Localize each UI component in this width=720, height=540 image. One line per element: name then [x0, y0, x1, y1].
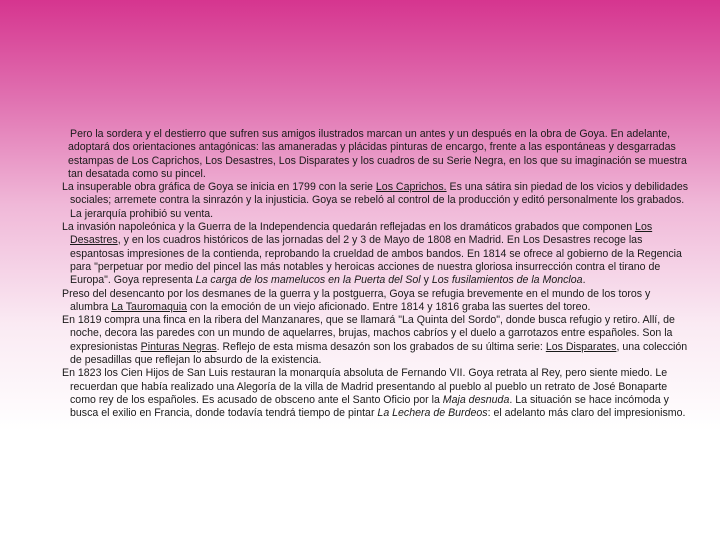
hyperlink[interactable]: Los Caprichos.: [375, 181, 447, 194]
text-run: , y en los cuadros históricos de las jornadas del 2 y 3 de Mayo de 1808 en Madrid. En Los Desastres recoge las espantosas impresiones de la contienda, reprobando la crueldad de ambos bandos. En 1814 se ofrece al gobierno de la Regencia para "perpetuar por medio del pincel las más notables y heroicas acciones de nuestra gloriosa insurrección contra el tirano de Europa". Goya representa: [70, 234, 682, 287]
text-run: La invasión napoleónica y la Guerra de la Independencia quedarán reflejadas en los dramáticos grabados que componen: [62, 221, 636, 234]
hyperlink[interactable]: Los Disparates: [545, 340, 617, 353]
text-run: con la emoción de un viejo aficionado. Entre 1814 y 1816 graba las suertes del toreo.: [187, 300, 591, 313]
paragraph-p1: [62, 128, 690, 181]
paragraph-p6: [62, 367, 690, 420]
text-run: Preso del desencanto por los desmanes de la guerra y la postguerra, Goya se refugia brevemente en el mundo de los toros y alumbra: [62, 287, 651, 313]
artwork-title: Maja desnuda: [442, 393, 510, 406]
text-run: : el adelanto más claro del impresionismo.: [487, 407, 686, 420]
text-run: .: [582, 274, 586, 287]
text-run: Es una sátira sin piedad de los vicios y debilidades sociales; arremete contra la sinrazón y la injusticia. Goya se rebeló al control de la producción y editó personalmente los grabados. La jerarquía prohibió su venta.: [70, 181, 689, 220]
hyperlink[interactable]: Pinturas Negras: [140, 340, 217, 353]
paragraph-p5: [62, 314, 690, 367]
paragraph-p3: [62, 221, 690, 287]
text-run: . Reflejo de esta misma desazón son los grabados de su última serie:: [216, 340, 546, 353]
text-body: [62, 128, 690, 421]
text-run: . La situación se hace incómoda y busca el exilio en Francia, donde todavía tendrá tiempo de pintar: [70, 393, 669, 420]
text-run: Pero la sordera y el destierro que sufren sus amigos ilustrados marcan un antes y un después en la obra de Goya. En adelante, adoptará dos orientaciones antagónicas: las amaneradas y plácidas pinturas de encargo, frente a las espontáneas y desgarradas estampas de Los Caprichos, Los Desastres, Los Disparates y los cuadros de su Serie Negra, en los que su imaginación se muestra tan desatada como su pincel.: [68, 128, 687, 180]
hyperlink[interactable]: La Tauromaquia: [111, 300, 187, 313]
paragraph-p4: [62, 288, 690, 315]
paragraph-p2: [62, 181, 690, 221]
text-run: En 1823 los Cien Hijos de San Luis restauran la monarquía absoluta de Fernando VII. Goya retrata al Rey, pero siente miedo. Le recuerdan que había realizado una Alegoría de la villa de Madrid presentando al pueblo al pueblo un retrato de José Bonaparte como rey de los españoles. Es acusado de obsceno ante el Santo Oficio por la: [62, 367, 668, 406]
artwork-title: La carga de los mamelucos en la Puerta del Sol: [195, 274, 421, 287]
text-run: La insuperable obra gráfica de Goya se inicia en 1799 con la serie: [62, 181, 376, 194]
artwork-title: Los fusilamientos de la Moncloa: [431, 274, 583, 287]
text-run: y: [420, 274, 432, 287]
text-run: , una colección de pesadillas que reflejan lo absurdo de la existencia.: [70, 340, 688, 367]
artwork-title: La Lechera de Burdeos: [377, 407, 488, 420]
text-run: En 1819 compra una finca en la ribera del Manzanares, que se llamará "La Quinta del Sordo", donde busca refugio y retiro. Allí, de noche, decora las paredes con un mundo de aquelarres, brujas, machos cabríos y el duelo a garrotazos entre españoles. Son la expresionistas: [62, 314, 675, 353]
hyperlink[interactable]: Los Desastres: [70, 221, 653, 247]
